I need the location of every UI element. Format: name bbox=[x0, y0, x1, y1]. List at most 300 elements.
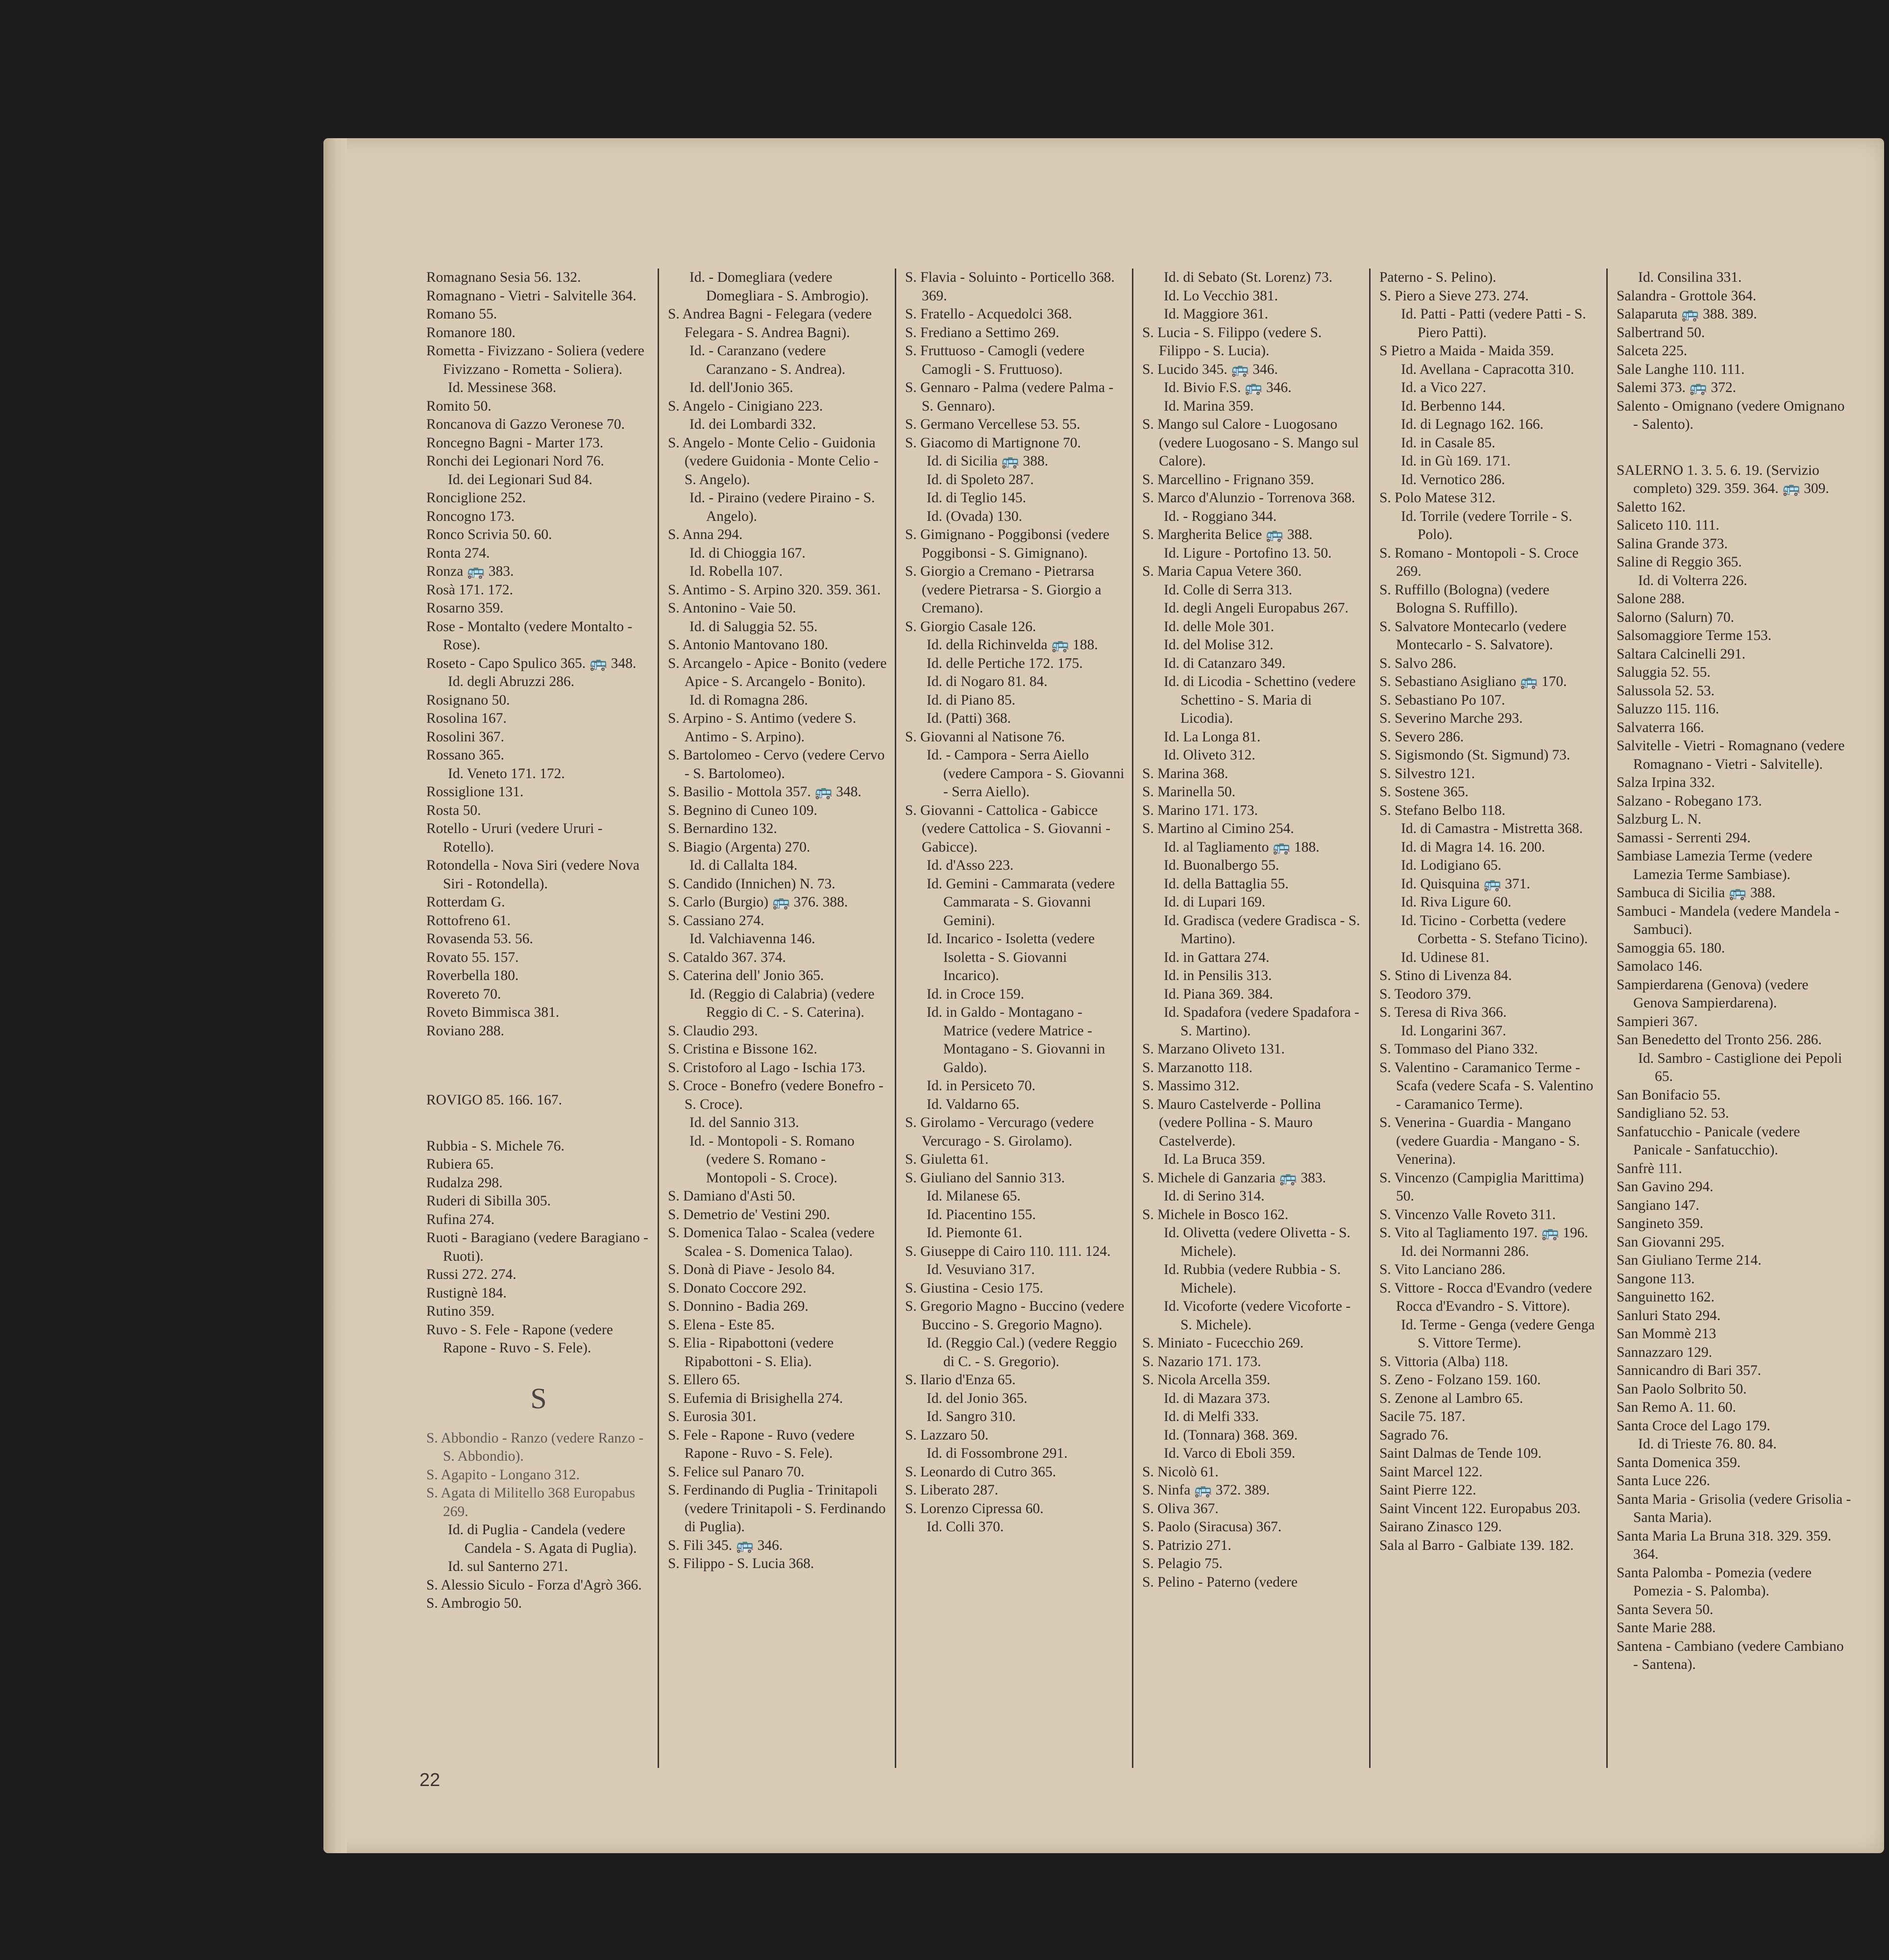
index-entry: Ronciglione 252. bbox=[426, 490, 526, 506]
index-entry: S. Salvatore Montecarlo (vedere Montecarlo - S. Salvatore). bbox=[1379, 618, 1567, 653]
index-entry: S. Martino al Cimino 254. bbox=[1142, 821, 1294, 836]
index-entry: S. Vincenzo (Campiglia Marittima) 50. bbox=[1379, 1170, 1584, 1204]
index-entry: Sangineto 359. bbox=[1617, 1216, 1703, 1231]
index-entry: Id. Incarico - Isoletta (vedere Isoletta - S. Giovanni Incarico). bbox=[927, 931, 1095, 983]
index-entry: Romano 55. bbox=[426, 306, 497, 322]
index-entry: Sangone 113. bbox=[1617, 1271, 1695, 1287]
index-entry: S. Leonardo di Cutro 365. bbox=[905, 1464, 1056, 1480]
index-entry: S. Ferdinando di Puglia - Trinitapoli (vedere Trinitapoli - S. Ferdinando di Puglia). bbox=[668, 1482, 886, 1535]
index-entry: Id. Gemini - Cammarata (vedere Cammarata - S. Giovanni Gemini). bbox=[927, 876, 1115, 929]
index-entry: Santa Severa 50. bbox=[1617, 1601, 1714, 1617]
index-entry: S. Abbondio - Ranzo (vedere Ranzo - S. Abbondio). bbox=[426, 1430, 644, 1464]
index-entry: Id. Quisquina 🚌 371. bbox=[1401, 876, 1530, 892]
index-entry: Id. delle Mole 301. bbox=[1164, 618, 1275, 635]
index-entry: S. Alessio Siculo - Forza d'Agrò 366. bbox=[426, 1577, 642, 1593]
index-entry: Samoggia 65. 180. bbox=[1617, 940, 1725, 956]
index-entry: S. Oliva 367. bbox=[1142, 1500, 1219, 1517]
index-entry: S. Massimo 312. bbox=[1142, 1078, 1240, 1094]
index-entry: San Giovanni 295. bbox=[1617, 1234, 1725, 1250]
index-entry: Sante Marie 288. bbox=[1617, 1620, 1716, 1636]
index-entry: Saluzzo 115. 116. bbox=[1617, 701, 1719, 717]
index-entry: Id. - Domegliara (vedere Domegliara - S. Ambrogio). bbox=[689, 270, 869, 304]
index-entry: S. Ruffillo (Bologna) (vedere Bologna S. Ruffillo). bbox=[1379, 582, 1549, 616]
index-entry: Romagnano Sesia 56. 132. bbox=[426, 270, 581, 285]
index-entry: S. Flavia - Soluinto - Porticello 368. 369. bbox=[905, 270, 1115, 304]
index-entry: Salorno (Salurn) 70. bbox=[1617, 609, 1735, 625]
index-entry: Roncanova di Gazzo Veronese 70. bbox=[426, 416, 625, 432]
index-entry: S. Angelo - Cinigiano 223. bbox=[668, 398, 823, 414]
index-entry: Rottofreno 61. bbox=[426, 912, 511, 929]
index-entry: Sala al Barro - Galbiate 139. 182. bbox=[1379, 1537, 1574, 1553]
index-entry: Id. al Tagliamento 🚌 188. bbox=[1164, 839, 1320, 855]
index-entry: Id. di Spoleto 287. bbox=[927, 471, 1034, 488]
index-entry: Id. Torrile (vedere Torrile - S. Polo). bbox=[1401, 508, 1572, 542]
index-entry: S. Carlo (Burgio) 🚌 376. 388. bbox=[668, 894, 848, 910]
index-entry: S. Donà di Piave - Jesolo 84. bbox=[668, 1262, 835, 1277]
index-entry: S. Angelo - Monte Celio - Guidonia (vedere Guidonia - Monte Celio - S. Angelo). bbox=[668, 435, 879, 488]
index-entry: Sambuci - Mandela (vedere Mandela - Sambuci). bbox=[1617, 903, 1840, 937]
index-entry: Salone 288. bbox=[1617, 591, 1685, 607]
index-entry: Id. Patti - Patti (vedere Patti - S. Piero Patti). bbox=[1401, 306, 1586, 341]
index-entry: S. Zenone al Lambro 65. bbox=[1379, 1390, 1523, 1406]
index-entry: S. Pelagio 75. bbox=[1142, 1556, 1223, 1571]
index-entry: Id. di Chioggia 167. bbox=[689, 545, 806, 561]
index-entry: Id. Spadafora (vedere Spadafora - S. Martino). bbox=[1164, 1004, 1359, 1039]
index-entry: S. Stino di Livenza 84. bbox=[1379, 968, 1512, 983]
index-entry: San Giuliano Terme 214. bbox=[1617, 1252, 1762, 1268]
index-entry: Rotondella - Nova Siri (vedere Nova Siri - Rotondella). bbox=[426, 858, 639, 892]
index-entry: S. Fratello - Acquedolci 368. bbox=[905, 306, 1072, 322]
index-entry: Ruoti - Baragiano (vedere Baragiano - Ruoti). bbox=[426, 1230, 648, 1264]
index-entry: Id. in Casale 85. bbox=[1401, 435, 1496, 451]
index-entry: S. Maria Capua Vetere 360. bbox=[1142, 564, 1302, 579]
index-column-1 bbox=[417, 269, 658, 1768]
index-entry: Rutino 359. bbox=[426, 1303, 495, 1319]
index-entry: Id. di Mazara 373. bbox=[1164, 1390, 1271, 1406]
index-column-6 bbox=[1606, 269, 1858, 1768]
index-entry: S. Marinella 50. bbox=[1142, 784, 1236, 800]
index-entry: Id. Longarini 367. bbox=[1401, 1023, 1506, 1039]
index-entry: S. Gregorio Magno - Buccino (vedere Buccino - S. Gregorio Magno). bbox=[905, 1298, 1125, 1333]
index-entry: Id. dei Lombardi 332. bbox=[689, 416, 816, 432]
page-number: 22 bbox=[419, 1770, 441, 1790]
index-entry: Roverbella 180. bbox=[426, 968, 519, 983]
index-entry: S. Giovanni - Cattolica - Gabicce (vedere Cattolica - S. Giovanni - Gabicce). bbox=[905, 802, 1111, 855]
index-entry: S. Marina 368. bbox=[1142, 765, 1228, 782]
index-entry: Rosolina 167. bbox=[426, 710, 507, 726]
index-entry: Id. di Melfi 333. bbox=[1164, 1409, 1259, 1424]
index-entry: Id. (Ovada) 130. bbox=[927, 508, 1022, 524]
index-entry: Id. di Lupari 169. bbox=[1164, 894, 1266, 910]
index-entry: Roveto Bimmisca 381. bbox=[426, 1004, 560, 1020]
index-entry: Salceta 225. bbox=[1617, 343, 1688, 359]
index-entry: S. Fruttuoso - Camogli (vedere Camogli - S. Fruttuoso). bbox=[905, 343, 1085, 377]
index-entry: Id. Lodigiano 65. bbox=[1401, 858, 1501, 873]
index-entry: S. Nicola Arcella 359. bbox=[1142, 1372, 1271, 1388]
index-entry: S. Romano - Montopoli - S. Croce 269. bbox=[1379, 545, 1579, 579]
index-entry: S. Mango sul Calore - Luogosano (vedere Luogosano - S. Mango sul Calore). bbox=[1142, 416, 1359, 469]
index-entry: Saint Vincent 122. Europabus 203. bbox=[1379, 1500, 1581, 1517]
index-entry: Ronta 274. bbox=[426, 545, 490, 561]
index-entry: Sanguinetto 162. bbox=[1617, 1289, 1715, 1305]
index-entry: Id. di Camastra - Mistretta 368. bbox=[1401, 821, 1583, 836]
index-entry: Rotello - Ururi (vedere Ururi - Rotello). bbox=[426, 821, 603, 855]
index-entry: Rosà 171. 172. bbox=[426, 582, 513, 598]
index-entry: S. Arpino - S. Antimo (vedere S. Antimo - S. Arpino). bbox=[668, 710, 857, 745]
index-entry: Saltara Calcinelli 291. bbox=[1617, 646, 1745, 662]
index-entry: Id. Ticino - Corbetta (vedere Corbetta - S. Stefano Ticino). bbox=[1401, 912, 1588, 947]
index-entry: S. Anna 294. bbox=[668, 527, 743, 542]
index-entry: S. Ninfa 🚌 372. 389. bbox=[1142, 1482, 1270, 1498]
index-entry: Id. Lo Vecchio 381. bbox=[1164, 288, 1278, 304]
index-entry: S. Giuletta 61. bbox=[905, 1152, 989, 1167]
index-entry: Rovato 55. 157. bbox=[426, 949, 519, 965]
index-entry: San Bonifacio 55. bbox=[1617, 1087, 1721, 1103]
index-entry: Id. in Persiceto 70. bbox=[927, 1078, 1036, 1094]
index-entry: Id. Riva Ligure 60. bbox=[1401, 894, 1512, 910]
index-entry: Rosignano 50. bbox=[426, 692, 510, 708]
index-entry: Id. Ligure - Portofino 13. 50. bbox=[1164, 545, 1332, 561]
index-entry: S. Filippo - S. Lucia 368. bbox=[668, 1556, 814, 1571]
index-entry: Ronchi dei Legionari Nord 76. bbox=[426, 453, 604, 469]
index-entry: Salzano - Robegano 173. bbox=[1617, 793, 1762, 809]
index-entry: Sale Langhe 110. 111. bbox=[1617, 361, 1745, 377]
index-entry: Id. Avellana - Capracotta 310. bbox=[1401, 361, 1574, 377]
index-entry: Salina Grande 373. bbox=[1617, 536, 1728, 552]
index-entry: S. Margherita Belice 🚌 388. bbox=[1142, 527, 1313, 542]
index-entry: Ruvo - S. Fele - Rapone (vedere Rapone - Ruvo - S. Fele). bbox=[426, 1322, 613, 1356]
index-entry: Rufina 274. bbox=[426, 1211, 495, 1227]
index-entry: Santa Domenica 359. bbox=[1617, 1454, 1741, 1470]
index-entry: S. Ellero 65. bbox=[668, 1372, 740, 1388]
index-entry: Id. Bivio F.S. 🚌 346. bbox=[1164, 380, 1292, 395]
index-entry: Id. Veneto 171. 172. bbox=[448, 765, 565, 782]
index-entry: Id. - Montopoli - S. Romano (vedere S. Romano - Montopoli - S. Croce). bbox=[689, 1133, 855, 1186]
index-entry: Rossano 365. bbox=[426, 747, 504, 763]
index-entry: Id. in Croce 159. bbox=[927, 986, 1025, 1002]
index-entry: Salemi 373. 🚌 372. bbox=[1617, 380, 1737, 395]
index-entry: Santa Croce del Lago 179. bbox=[1617, 1418, 1770, 1434]
index-entry: S. Giuliano del Sannio 313. bbox=[905, 1170, 1065, 1186]
index-entry: Roncegno Bagni - Marter 173. bbox=[426, 435, 604, 451]
index-entry: S. Vincenzo Valle Roveto 311. bbox=[1379, 1206, 1556, 1223]
index-entry: San Paolo Solbrito 50. bbox=[1617, 1381, 1747, 1397]
index-entry: Id. di Sebato (St. Lorenz) 73. bbox=[1164, 270, 1333, 285]
index-entry: Id. degli Abruzzi 286. bbox=[448, 674, 575, 689]
index-entry: S. Lucia - S. Filippo (vedere S. Filippo - S. Lucia). bbox=[1142, 324, 1322, 359]
index-entry: Id. Milanese 65. bbox=[927, 1188, 1021, 1204]
index-entry: S. Cristoforo al Lago - Ischia 173. bbox=[668, 1059, 866, 1076]
index-entry: Id. del Sannio 313. bbox=[689, 1115, 799, 1130]
index-entry: Id. Piemonte 61. bbox=[927, 1225, 1023, 1241]
index-entry: Id. Varco di Eboli 359. bbox=[1164, 1446, 1296, 1461]
directory-page bbox=[323, 138, 1884, 1853]
index-entry: Id. Udinese 81. bbox=[1401, 949, 1490, 965]
index-entry: S. Nicolò 61. bbox=[1142, 1464, 1219, 1480]
index-entry: S. Nazario 171. 173. bbox=[1142, 1353, 1261, 1370]
index-entry: Salvitelle - Vietri - Romagnano (vedere Romagnano - Vietri - Salvitelle). bbox=[1617, 738, 1845, 772]
index-entry: S. Miniato - Fucecchio 269. bbox=[1142, 1335, 1304, 1351]
index-entry: Salbertrand 50. bbox=[1617, 324, 1705, 341]
index-entry: Id. in Pensilis 313. bbox=[1164, 968, 1272, 983]
index-entry: Romagnano - Vietri - Salvitelle 364. bbox=[426, 288, 637, 304]
index-entry: S. Basilio - Mottola 357. 🚌 348. bbox=[668, 784, 861, 800]
index-entry: S. Michele di Ganzaria 🚌 383. bbox=[1142, 1170, 1326, 1186]
index-entry: S. Donnino - Badia 269. bbox=[668, 1298, 809, 1314]
index-entry: Id. di Volterra 226. bbox=[1638, 572, 1747, 588]
index-entry: Sannazzaro 129. bbox=[1617, 1344, 1712, 1360]
index-entry: Id. Valdarno 65. bbox=[927, 1096, 1020, 1112]
index-column-5 bbox=[1369, 269, 1606, 1768]
index-entry: Id. (Reggio di Calabria) (vedere Reggio di C. - S. Caterina). bbox=[689, 986, 875, 1020]
index-entry: S. Domenica Talao - Scalea (vedere Scalea - S. Domenica Talao). bbox=[668, 1225, 875, 1259]
index-entry: Rosta 50. bbox=[426, 802, 481, 818]
index-entry: Rubbia - S. Michele 76. bbox=[426, 1138, 564, 1154]
index-entry: S. Sigismondo (St. Sigmund) 73. bbox=[1379, 747, 1570, 763]
index-column-2 bbox=[658, 269, 895, 1768]
index-entry: Roviano 288. bbox=[426, 1023, 504, 1039]
index-entry: Id. Sambro - Castiglione dei Pepoli 65. bbox=[1638, 1050, 1842, 1084]
index-entry: Id. Gradisca (vedere Gradisca - S. Martino). bbox=[1164, 912, 1360, 947]
index-entry: San Benedetto del Tronto 256. 286. bbox=[1617, 1032, 1822, 1048]
index-entry: S. Marcellino - Frignano 359. bbox=[1142, 471, 1314, 488]
index-entry: Id. La Bruca 359. bbox=[1164, 1152, 1266, 1167]
index-entry: S. Germano Vercellese 53. 55. bbox=[905, 416, 1080, 432]
index-entry: Saline di Reggio 365. bbox=[1617, 554, 1742, 570]
index-entry: Saletto 162. bbox=[1617, 499, 1686, 515]
index-entry: Sacile 75. 187. bbox=[1379, 1409, 1466, 1424]
index-column-4 bbox=[1132, 269, 1369, 1768]
section-spacer bbox=[426, 1110, 651, 1137]
index-entry: San Mommè 213 bbox=[1617, 1326, 1717, 1342]
index-entry: Id. Colli 370. bbox=[927, 1519, 1004, 1535]
index-entry: S. Marzanotto 118. bbox=[1142, 1059, 1253, 1076]
index-entry: S. Valentino - Caramanico Terme - Scafa (vedere Scafa - S. Valentino - Caramanico Terme). bbox=[1379, 1059, 1594, 1112]
index-entry: Santa Maria La Bruna 318. 329. 359. 364. bbox=[1617, 1528, 1832, 1562]
index-entry: Saint Pierre 122. bbox=[1379, 1482, 1476, 1498]
index-entry: Sanfrè 111. bbox=[1617, 1160, 1682, 1176]
index-entry: Salza Irpina 332. bbox=[1617, 775, 1715, 790]
index-entry: Id. La Longa 81. bbox=[1164, 729, 1261, 745]
index-entry: Ruderi di Sibilla 305. bbox=[426, 1193, 551, 1209]
index-entry: Rossiglione 131. bbox=[426, 784, 524, 800]
index-entry: Id. del Molise 312. bbox=[1164, 637, 1274, 653]
index-entry: S. Severino Marche 293. bbox=[1379, 710, 1523, 726]
index-entry: Id. di Callalta 184. bbox=[689, 858, 798, 873]
index-entry: Id. (Reggio Cal.) (vedere Reggio di C. - S. Gregorio). bbox=[927, 1335, 1117, 1370]
index-entry: Roncogno 173. bbox=[426, 508, 515, 524]
index-entry: Id. Maggiore 361. bbox=[1164, 306, 1269, 322]
index-entry: Id. di Catanzaro 349. bbox=[1164, 655, 1286, 671]
index-entry: S. Gimignano - Poggibonsi (vedere Poggibonsi - S. Gimignano). bbox=[905, 527, 1110, 561]
section-spacer bbox=[426, 1040, 651, 1091]
index-entry: S. Demetrio de' Vestini 290. bbox=[668, 1206, 830, 1223]
index-entry: Salento - Omignano (vedere Omignano - Salento). bbox=[1617, 398, 1845, 432]
index-entry: Roseto - Capo Spulico 365. 🚌 348. bbox=[426, 655, 637, 671]
index-entry: Id. a Vico 227. bbox=[1401, 380, 1486, 395]
index-entry: Id. Piacentino 155. bbox=[927, 1206, 1036, 1223]
index-entry: Id. Consilina 331. bbox=[1638, 270, 1742, 285]
index-entry: S. Venerina - Guardia - Mangano (vedere Guardia - Mangano - S. Venerina). bbox=[1379, 1115, 1580, 1167]
index-entry: Id. della Battaglia 55. bbox=[1164, 876, 1289, 892]
index-entry: S. Silvestro 121. bbox=[1379, 765, 1475, 782]
index-entry: Id. (Tonnara) 368. 369. bbox=[1164, 1427, 1298, 1443]
index-entry: S. Croce - Bonefro (vedere Bonefro - S. Croce). bbox=[668, 1078, 883, 1112]
index-entry: Id. (Patti) 368. bbox=[927, 710, 1011, 726]
index-entry: Id. di Saluggia 52. 55. bbox=[689, 618, 818, 635]
index-entry: Id. in Galdo - Montagano - Matrice (vedere Matrice - Montagano - S. Giovanni in Galdo). bbox=[927, 1004, 1105, 1076]
index-entry: Santa Luce 226. bbox=[1617, 1473, 1710, 1489]
index-entry: S. Eurosia 301. bbox=[668, 1409, 757, 1424]
index-entry: Id. di Teglio 145. bbox=[927, 490, 1027, 506]
index-entry: Id. di Licodia - Schettino (vedere Schettino - S. Maria di Licodia). bbox=[1164, 674, 1356, 726]
index-entry: S. Gennaro - Palma (vedere Palma - S. Gennaro). bbox=[905, 380, 1114, 414]
index-entry: Santa Maria - Grisolia (vedere Grisolia - Santa Maria). bbox=[1617, 1491, 1851, 1525]
index-entry: S. Claudio 293. bbox=[668, 1023, 758, 1039]
index-entry: Rovasenda 53. 56. bbox=[426, 931, 533, 947]
index-entry: Salzburg L. N. bbox=[1617, 811, 1702, 827]
index-entry: Id. Terme - Genga (vedere Genga S. Vittore Terme). bbox=[1401, 1317, 1595, 1351]
index-entry: Ronco Scrivia 50. 60. bbox=[426, 527, 552, 542]
index-entry: Sanluri Stato 294. bbox=[1617, 1307, 1721, 1323]
index-entry: S. Ambrogio 50. bbox=[426, 1595, 522, 1611]
section-spacer bbox=[1617, 434, 1851, 462]
index-entry: Sagrado 76. bbox=[1379, 1427, 1448, 1443]
index-entry: S. Liberato 287. bbox=[905, 1482, 999, 1498]
index-entry: S. Lucido 345. 🚌 346. bbox=[1142, 361, 1278, 377]
index-entry: S. Teodoro 379. bbox=[1379, 986, 1472, 1002]
index-entry: Id. della Richinvelda 🚌 188. bbox=[927, 637, 1098, 653]
index-entry: S. Marzano Oliveto 131. bbox=[1142, 1041, 1285, 1057]
index-entry: San Gavino 294. bbox=[1617, 1179, 1714, 1195]
index-entry: S. Antonio Mantovano 180. bbox=[668, 637, 828, 653]
index-entry: S. Cataldo 367. 374. bbox=[668, 949, 786, 965]
index-entry: S. Giovanni al Natisone 76. bbox=[905, 729, 1065, 745]
index-entry: Id. Piana 369. 384. bbox=[1164, 986, 1273, 1002]
index-entry: Sandigliano 52. 53. bbox=[1617, 1105, 1729, 1121]
index-entry: S. Paolo (Siracusa) 367. bbox=[1142, 1519, 1282, 1535]
index-entry: Id. del Jonio 365. bbox=[927, 1390, 1028, 1406]
index-entry: Id. di Romagna 286. bbox=[689, 692, 808, 708]
index-entry: Sairano Zinasco 129. bbox=[1379, 1519, 1502, 1535]
index-entry: S. Vito Lanciano 286. bbox=[1379, 1262, 1506, 1277]
index-entry: Id. di Serino 314. bbox=[1164, 1188, 1265, 1204]
page-binding bbox=[323, 138, 347, 1853]
index-entry: S. Tommaso del Piano 332. bbox=[1379, 1041, 1538, 1057]
index-entry: Id. Vernotico 286. bbox=[1401, 471, 1505, 488]
index-entry: Santena - Cambiano (vedere Cambiano - Santena). bbox=[1617, 1638, 1844, 1672]
index-entry: S. Giacomo di Martignone 70. bbox=[905, 435, 1081, 451]
index-entry: Ronza 🚌 383. bbox=[426, 564, 514, 579]
index-entry: S. Piero a Sieve 273. 274. bbox=[1379, 288, 1529, 304]
index-entry: Sannicandro di Bari 357. bbox=[1617, 1363, 1761, 1378]
index-entry: Rudalza 298. bbox=[426, 1175, 503, 1191]
index-entry: S. Giustina - Cesio 175. bbox=[905, 1280, 1043, 1296]
index-entry: S. Michele in Bosco 162. bbox=[1142, 1206, 1289, 1223]
index-entry: Id. delle Pertiche 172. 175. bbox=[927, 655, 1083, 671]
index-entry: Id. Valchiavenna 146. bbox=[689, 931, 815, 947]
index-entry: S. Antimo - S. Arpino 320. 359. 361. bbox=[668, 582, 881, 598]
index-entry: San Remo A. 11. 60. bbox=[1617, 1399, 1736, 1415]
index-entry: Sampierdarena (Genova) (vedere Genova Sampierdarena). bbox=[1617, 977, 1809, 1011]
index-entry: S. Cristina e Bissone 162. bbox=[668, 1041, 817, 1057]
index-entry: Rometta - Fivizzano - Soliera (vedere Fivizzano - Rometta - Soliera). bbox=[426, 343, 644, 377]
index-entry: S. Pelino - Paterno (vedere bbox=[1142, 1574, 1298, 1590]
index-entry: S. Damiano d'Asti 50. bbox=[668, 1188, 796, 1204]
index-columns bbox=[417, 269, 1858, 1768]
index-entry: Saint Dalmas de Tende 109. bbox=[1379, 1446, 1542, 1461]
index-entry: Saliceto 110. 111. bbox=[1617, 517, 1719, 533]
index-entry: S. Marco d'Alunzio - Torrenova 368. bbox=[1142, 490, 1355, 506]
index-entry: S. Giorgio Casale 126. bbox=[905, 618, 1036, 635]
index-entry: S. Mauro Castelverde - Pollina (vedere Pollina - S. Mauro Castelverde). bbox=[1142, 1096, 1321, 1149]
index-entry: S. Polo Matese 312. bbox=[1379, 490, 1496, 506]
index-entry: Id. dei Legionari Sud 84. bbox=[448, 471, 592, 488]
index-entry: Id. Berbenno 144. bbox=[1401, 398, 1506, 414]
index-entry: S. Biagio (Argenta) 270. bbox=[668, 839, 810, 855]
index-entry: Id. Olivetta (vedere Olivetta - S. Michele). bbox=[1164, 1225, 1350, 1259]
index-entry: Rosarno 359. bbox=[426, 600, 504, 616]
index-entry: S. Felice sul Panaro 70. bbox=[668, 1464, 805, 1480]
index-entry: Salvaterra 166. bbox=[1617, 719, 1704, 735]
index-entry: Id. di Magra 14. 16. 200. bbox=[1401, 839, 1546, 855]
index-entry: S. Candido (Innichen) N. 73. bbox=[668, 876, 835, 892]
index-entry: S. Antonino - Vaie 50. bbox=[668, 600, 796, 616]
index-entry: S. Arcangelo - Apice - Bonito (vedere Apice - S. Arcangelo - Bonito). bbox=[668, 655, 887, 689]
index-entry: Samassi - Serrenti 294. bbox=[1617, 830, 1751, 846]
index-entry: S. Zeno - Folzano 159. 160. bbox=[1379, 1372, 1541, 1388]
index-entry: Rustignè 184. bbox=[426, 1285, 507, 1301]
index-entry: Saint Marcel 122. bbox=[1379, 1464, 1483, 1480]
index-entry: S. Giuseppe di Cairo 110. 111. 124. bbox=[905, 1243, 1111, 1259]
index-entry: Id. Vesuviano 317. bbox=[927, 1262, 1035, 1277]
index-entry: Sangiano 147. bbox=[1617, 1197, 1699, 1213]
index-entry: S. Patrizio 271. bbox=[1142, 1537, 1231, 1553]
index-entry: Romanore 180. bbox=[426, 324, 515, 341]
index-entry: Salandra - Grottole 364. bbox=[1617, 288, 1757, 304]
index-entry: Id. Marina 359. bbox=[1164, 398, 1254, 414]
index-entry: Sambiase Lamezia Terme (vedere Lamezia Terme Sambiase). bbox=[1617, 848, 1813, 882]
index-entry: S. Agapito - Longano 312. bbox=[426, 1467, 580, 1483]
index-entry: S. Eufemia di Brisighella 274. bbox=[668, 1390, 843, 1406]
index-entry: S. Giorgio a Cremano - Pietrarsa (vedere Pietrarsa - S. Giorgio a Cremano). bbox=[905, 564, 1102, 616]
index-entry: S. Sebastiano Po 107. bbox=[1379, 692, 1505, 708]
index-entry: S. Girolamo - Vercurago (vedere Vercurago - S. Girolamo). bbox=[905, 1115, 1094, 1149]
index-entry: Rose - Montalto (vedere Montalto - Rose). bbox=[426, 618, 633, 653]
index-entry: Romito 50. bbox=[426, 398, 491, 414]
index-entry: Rovereto 70. bbox=[426, 986, 501, 1002]
index-entry: Id. Oliveto 312. bbox=[1164, 747, 1255, 763]
index-entry: Id. - Piraino (vedere Piraino - S. Angelo). bbox=[689, 490, 875, 524]
index-entry: S. Frediano a Settimo 269. bbox=[905, 324, 1059, 341]
index-entry: S. Fele - Rapone - Ruvo (vedere Rapone - Ruvo - S. Fele). bbox=[668, 1427, 855, 1461]
index-entry: Id. d'Asso 223. bbox=[927, 858, 1014, 873]
index-entry: S. Lazzaro 50. bbox=[905, 1427, 989, 1443]
index-entry: Id. di Sicilia 🚌 388. bbox=[927, 453, 1049, 469]
index-entry: Id. Buonalbergo 55. bbox=[1164, 858, 1279, 873]
index-entry: S. Elia - Ripabottoni (vedere Ripabottoni - S. Elia). bbox=[668, 1335, 834, 1370]
index-entry: S. Donato Coccore 292. bbox=[668, 1280, 807, 1296]
index-entry: Id. di Legnago 162. 166. bbox=[1401, 416, 1544, 432]
index-entry: Rosolini 367. bbox=[426, 729, 504, 745]
index-entry: Id. sul Santerno 271. bbox=[448, 1559, 568, 1574]
index-entry: Id. di Trieste 76. 80. 84. bbox=[1638, 1436, 1777, 1452]
index-entry: Salsomaggiore Terme 153. bbox=[1617, 628, 1772, 643]
index-column-3 bbox=[895, 269, 1132, 1768]
index-entry: S. Ilario d'Enza 65. bbox=[905, 1372, 1016, 1388]
index-entry: Id. - Caranzano (vedere Caranzano - S. Andrea). bbox=[689, 343, 846, 377]
index-entry: Id. Rubbia (vedere Rubbia - S. Michele). bbox=[1164, 1262, 1341, 1296]
